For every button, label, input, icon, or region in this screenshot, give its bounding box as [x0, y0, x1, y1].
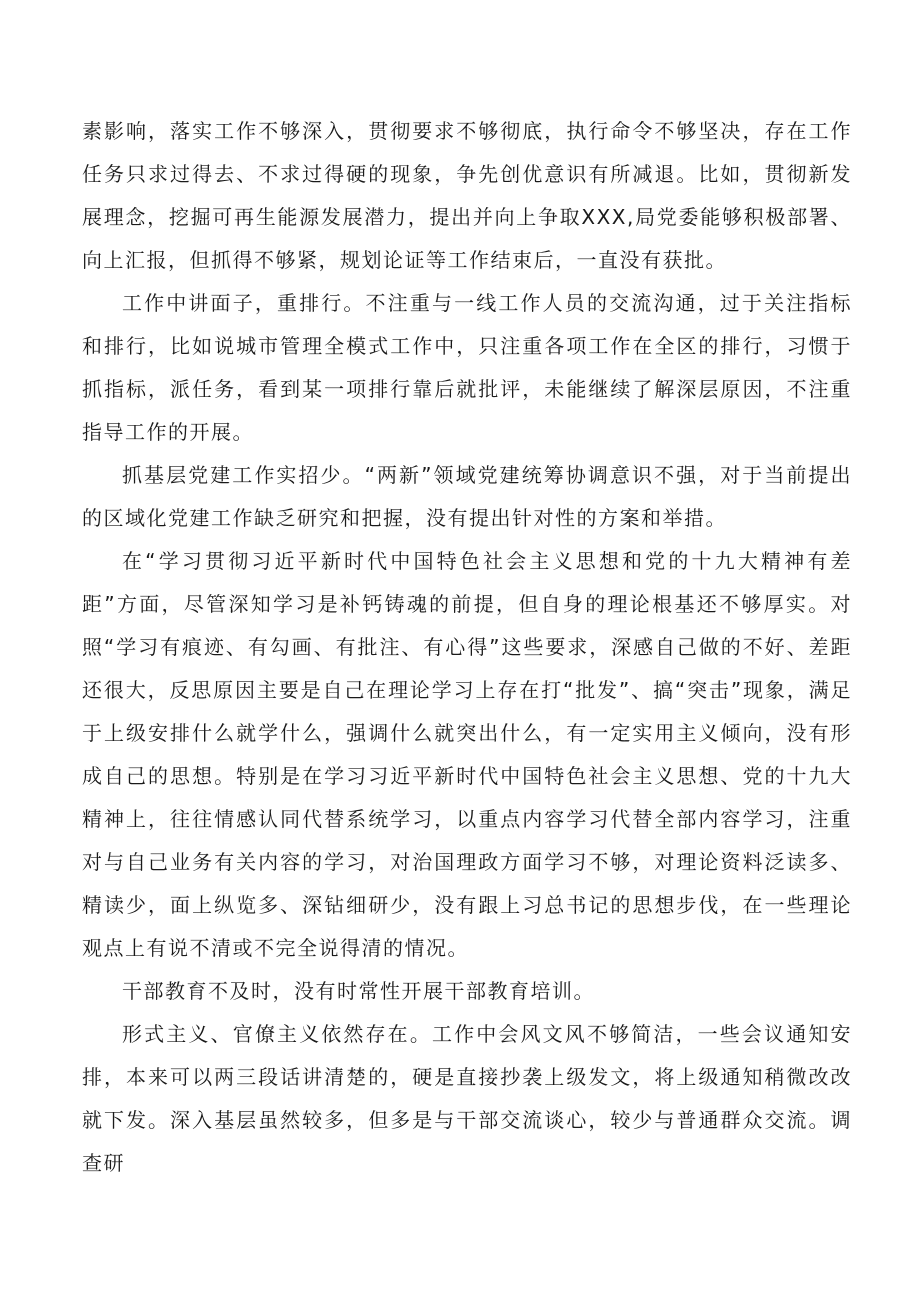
paragraph-2: 工作中讲面子，重排行。不注重与一线工作人员的交流沟通，过于关注指标和排行，比如说城市管理全模式工作中，只注重各项工作在全区的排行，习惯于抓指标，派任务，看到某一项排行靠后就批评，未能继续了解深层原因，不注重指导工作的开展。 — [82, 291, 852, 444]
paragraph-4: 在“学习贯彻习近平新时代中国特色社会主义思想和党的十九大精神有差距”方面，尽管深知学习是补钙铸魂的前提，但自身的理论根基还不够厚实。对照“学习有痕迹、有勾画、有批注、有心得”这些要求，深感自己做的不好、差距还很大，反思原因主要是自己在理论学习上存在打“批发”、搞“突击”现象，满足于上级安排什么就学什么，强调什么就突出什么，有一定实用主义倾向，没有形成自己的思想。特别是在学习习近平新时代中国特色社会主义思想、党的十九大精神上，往往情感认同代替系统学习，以重点内容学习代替全部内容学习，注重对与自己业务有关内容的学习，对治国理政方面学习不够，对理论资料泛读多、精读少，面上纵览多、深钻细研少，没有跟上习总书记的思想步伐，在一些理论观点上有说不清或不完全说得清的情况。 — [82, 549, 852, 960]
paragraph-1: 素影响，落实工作不够深入，贯彻要求不够彻底，执行命令不够坚决，存在工作任务只求过得去、不求过得硬的现象，争先创优意识有所减退。比如，贯彻新发展理念，挖掘可再生能源发展潜力，提出并向上争取XXX,局党委能够积极部署、向上汇报，但抓得不够紧，规划论证等工作结束后，一直没有获批。 — [82, 119, 852, 272]
paragraph-6: 形式主义、官僚主义依然存在。工作中会风文风不够简洁，一些会议通知安排，本来可以两三段话讲清楚的，硬是直接抄袭上级发文，将上级通知稍微改改就下发。深入基层虽然较多，但多是与干部交流谈心，较少与普通群众交流。调查研 — [82, 1022, 852, 1175]
paragraph-3: 抓基层党建工作实招少。“两新”领域党建统筹协调意识不强，对于当前提出的区域化党建工作缺乏研究和把握，没有提出针对性的方案和举措。 — [82, 463, 852, 530]
paragraph-5: 干部教育不及时，没有时常性开展干部教育培训。 — [122, 979, 595, 1003]
document-body — [82, 110, 852, 1185]
